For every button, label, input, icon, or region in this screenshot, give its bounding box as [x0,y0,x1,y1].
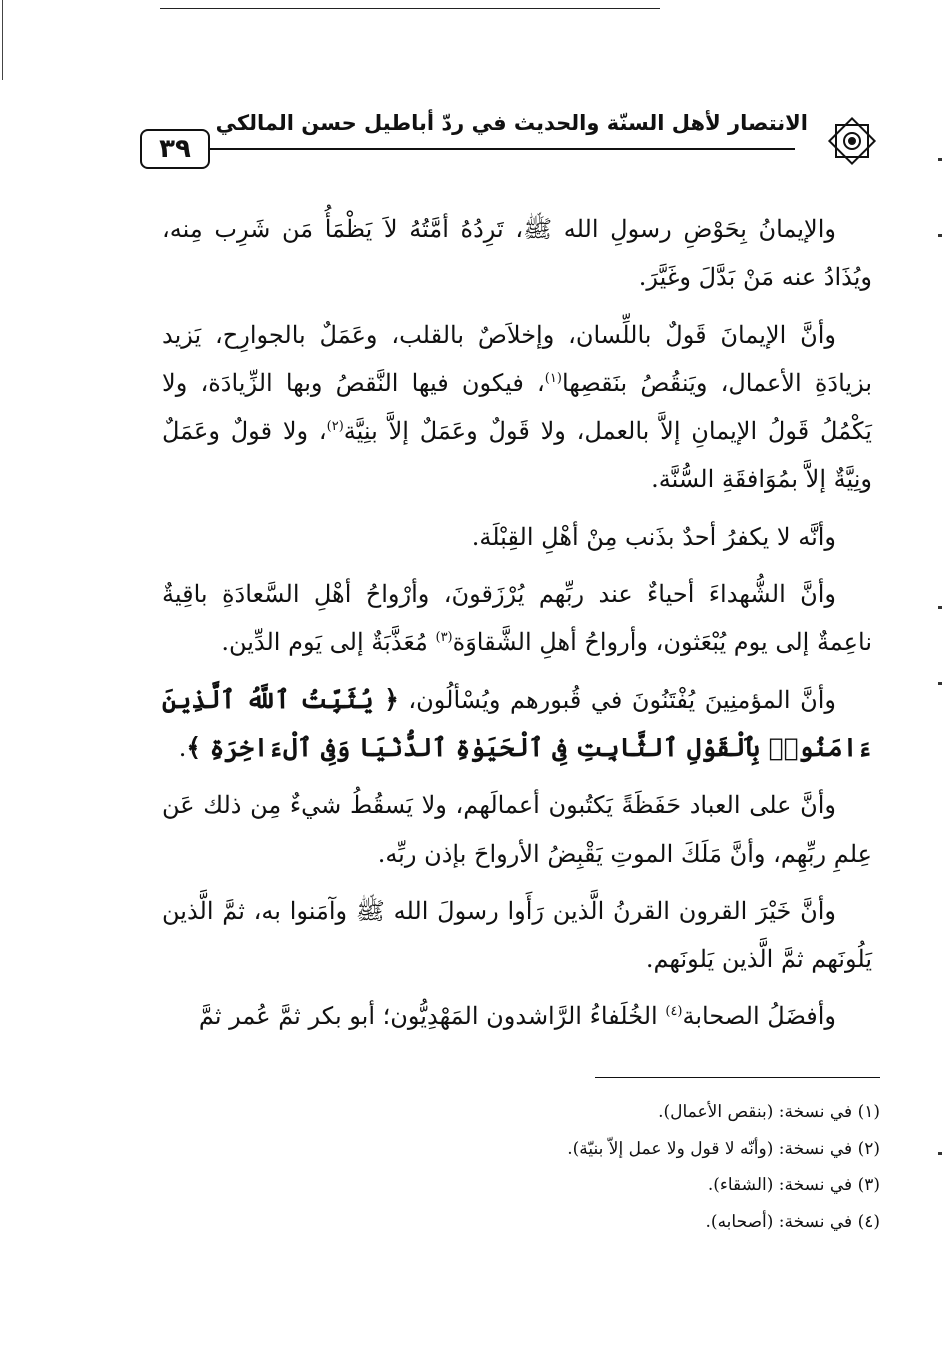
paragraph-text: وأنَّ خَيْرَ القرون القرنُ الَّذين رَأَوا رسولَ الله ﷺ وآمَنوا به، ثمَّ الَّذين يَلُونَهم ثمَّ الَّذين يَلونَهم. [162,896,872,974]
paragraph-text: وأنَّه لا يكفرُ أحدٌ بذَنب مِنْ أهْلِ القِبْلَة. [471,522,836,551]
paragraph-text: وأفضَلُ الصحابة [682,1002,836,1031]
paragraph [162,676,872,773]
paragraph-text: وأنَّ الإيمانَ قَولٌ باللِّسان، وإخلاَصٌ بالقلب، وعَمَلٌ بالجوارِح، يَزيد بزيادَةِ الأعمال، ويَنقُصُ بنَقصِها [162,320,872,397]
margin-speck [938,682,942,685]
running-title: الانتصار لأهل السنّة والحديث في ردّ أباطيل حسن المالكي [210,111,808,135]
footnote-item: (٤) في نسخة: (أصحابه). [705,1211,880,1232]
paragraph [162,311,872,504]
footnotes [300,1094,880,1240]
margin-speck [938,606,942,609]
paragraph [162,513,872,561]
paragraph [162,992,872,1040]
paragraph-text: الخُلَفاءُ الرَّاشدون المَهْدِيُّون؛ أبو بكر ثمَّ عُمر ثمَّ [198,1002,666,1031]
top-edge-rule [160,8,660,9]
paragraph [162,781,872,878]
footnote-separator [595,1077,880,1078]
paragraph-text: وأنَّ على العباد حَفَظَةً يَكتُبون أعمالَهم، ولا يَسقُطُ شيءٌ مِن ذلك عَن عِلمِ ربِّهِم، وأنَّ مَلَكَ الموتِ يَقْبِضُ الأرواحَ بإذن ربِّه. [162,791,872,868]
footnote-item: (٢) في نسخة: (وأنّه لا قول ولا عمل إلاّ بنيّة). [567,1138,880,1159]
paragraph-text: ، ولا قولٌ وعَمَلٌ ونِيَّةٌ إلاَّ بمُوَافقَةِ السُّنَّة. [162,417,872,494]
footnote-ref-2[interactable]: (٢) [326,419,344,435]
footnote-ref-4[interactable]: (٤) [665,1004,683,1020]
page-number: ٣٩ [140,129,210,169]
footnote-ref-3[interactable]: (٣) [435,630,453,646]
main-text [162,205,872,1050]
margin-speck [938,234,942,237]
paragraph-text: مُعَذَّبَةٌ إلى يَوم الدِّين. [221,628,436,657]
paragraph-text: والإيمانُ بِحَوْضِ رسولِ الله ﷺ، تَرِدُهُ أمَّتُهُ لاَ يَظْمَأُ مَن شَرِب مِنه، ويُذَادُ عنه مَنْ بَدَّلَ وغَيَّرَ. [162,215,872,292]
paragraph-text: وأنَّ المؤمنِينَ يُفْتَنُونَ في قُبورهم ويُسْألُون، [398,685,836,714]
paragraph-text: . [178,733,187,762]
margin-speck [938,1152,942,1155]
running-header [140,105,880,180]
paragraph-text: وأنَّ الشُّهداءَ أحياءٌ عند ربِّهم يُرْزَقونَ، وأرْواحُ أهْلِ السَّعادَةِ باقِيةٌ ناعِمةٌ إلى يوم يُبْعَثون، وأرواحُ أهلِ الشَّقاوَة [162,580,872,657]
footnote-item: (١) في نسخة: (بنقص الأعمال). [658,1102,880,1122]
paragraph [162,887,872,984]
paragraph [162,205,872,302]
footnote-item: (٣) في نسخة: (الشقاء). [707,1175,880,1195]
paragraph-text: ، فيكون فيها النَّقصُ وبها الزِّيادَة، ولا يَكْمُلُ قَولُ الإيمانِ إلاَّ بالعمل، ولا قَولٌ وعَمَلٌ إلاَّ بنِيَّة [162,368,872,446]
scan-edge-line [2,0,3,80]
margin-speck [938,158,942,161]
footnote-ref-1[interactable]: (١) [544,370,562,386]
quran-verse: ﴿ يُثَبِّتُ ٱللَّهُ ٱلَّذِينَ ءَامَنُوا۟ بِٱلْقَوْلِ ٱلثَّابِتِ فِى ٱلْحَيَوٰةِ ٱلدُّنْيَا وَفِى ٱلْءَاخِرَةِ ﴾ [162,684,872,762]
paragraph [162,570,872,667]
star-ornament-icon [824,113,880,169]
header-rule [210,148,795,150]
